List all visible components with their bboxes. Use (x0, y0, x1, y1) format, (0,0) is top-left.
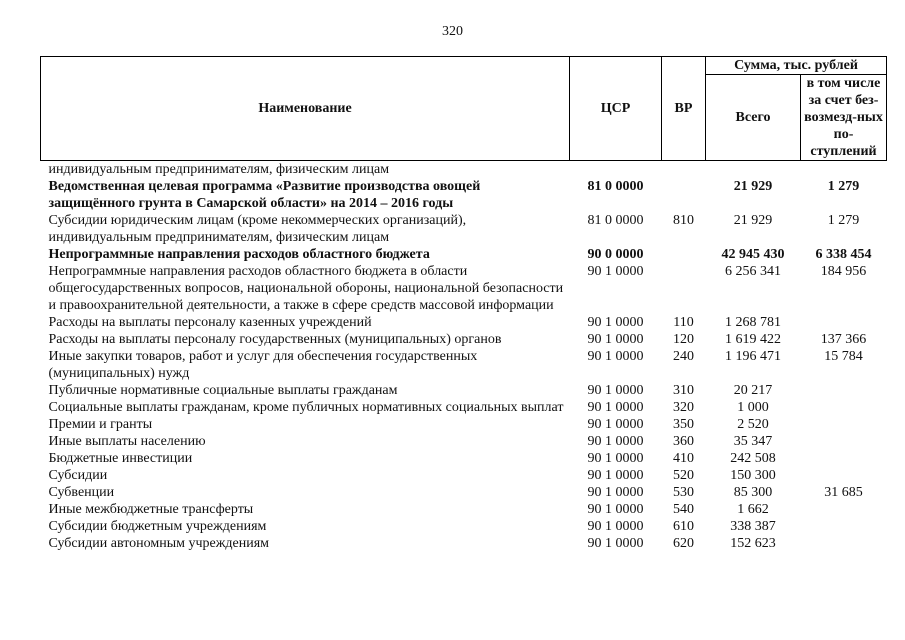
row-total (706, 161, 801, 179)
row-total: 35 347 (733, 434, 773, 449)
header-name: Наименование (41, 57, 570, 161)
table-row (41, 212, 887, 246)
row-vr: 620 (673, 536, 694, 551)
row-csr: 90 1 0000 (587, 536, 644, 551)
table-header (41, 57, 887, 161)
row-name: Расходы на выплаты персоналу государственных (муниципальных) органов (48, 332, 502, 347)
row-vr: 530 (673, 485, 694, 500)
row-total: 1 268 781 (725, 315, 781, 330)
row-csr: 90 1 0000 (587, 417, 644, 432)
table-row (41, 399, 887, 416)
row-total: 85 300 (733, 485, 773, 500)
row-csr: 90 1 0000 (587, 383, 644, 398)
row-csr: 90 1 0000 (587, 349, 644, 364)
row-vr: 310 (673, 383, 694, 398)
header-csr: ЦСР (570, 57, 662, 161)
row-vr: 320 (673, 400, 694, 415)
row-name: Иные выплаты населению (48, 434, 206, 449)
table-row (41, 518, 887, 535)
header-total: Всего (706, 75, 801, 161)
row-vr: 540 (673, 502, 694, 517)
row-vr (662, 161, 706, 179)
row-csr: 90 1 0000 (587, 332, 644, 347)
table-row (41, 331, 887, 348)
row-name: Субсидии автономным учреждениям (48, 536, 270, 551)
table-row (41, 535, 887, 552)
row-vr: 120 (673, 332, 694, 347)
row-vr: 350 (673, 417, 694, 432)
row-total: 1 000 (737, 400, 769, 415)
row-gratuitous (801, 501, 887, 518)
row-gratuitous (801, 467, 887, 484)
row-name: Социальные выплаты гражданам, кроме публичных нормативных социальных выплат (48, 400, 564, 415)
row-csr: 90 0 0000 (587, 247, 644, 262)
row-vr: 410 (673, 451, 694, 466)
row-name: Ведомственная целевая программа «Развитие производства овощей защищённого грунта в Самарской области» на 2014 – 2016 годы (48, 179, 481, 211)
row-total: 6 256 341 (725, 264, 781, 279)
row-csr (570, 161, 662, 179)
table-body (41, 161, 887, 553)
row-gratuitous (801, 161, 887, 179)
table-row (41, 314, 887, 331)
row-name: Премии и гранты (48, 417, 153, 432)
row-total: 1 196 471 (725, 349, 781, 364)
budget-table (40, 56, 887, 552)
table-row (41, 246, 887, 263)
row-name: Субвенции (48, 485, 115, 500)
row-gratuitous (801, 399, 887, 416)
row-total: 1 619 422 (725, 332, 781, 347)
row-vr (662, 178, 706, 212)
row-vr: 810 (673, 213, 694, 228)
row-name: Иные закупки товаров, работ и услуг для обеспечения государственных (муниципальных) нужд (48, 349, 478, 381)
row-total: 242 508 (730, 451, 776, 466)
row-name: Непрограммные направления расходов областного бюджета (48, 247, 430, 262)
row-gratuitous: 1 279 (827, 213, 860, 228)
row-vr: 110 (673, 315, 694, 330)
row-gratuitous (801, 382, 887, 399)
row-gratuitous (801, 535, 887, 552)
row-gratuitous: 137 366 (820, 332, 867, 347)
row-gratuitous (801, 450, 887, 467)
row-vr: 610 (673, 519, 694, 534)
row-csr: 90 1 0000 (587, 485, 644, 500)
table-row (41, 263, 887, 314)
table-row (41, 467, 887, 484)
table-row (41, 382, 887, 399)
row-total: 152 623 (730, 536, 776, 551)
row-csr: 90 1 0000 (587, 519, 644, 534)
row-csr: 90 1 0000 (587, 315, 644, 330)
row-gratuitous: 1 279 (827, 179, 860, 194)
row-total: 21 929 (733, 179, 773, 194)
row-gratuitous (801, 433, 887, 450)
row-gratuitous: 184 956 (820, 264, 867, 279)
row-name: Субсидии бюджетным учреждениям (48, 519, 267, 534)
row-csr: 90 1 0000 (587, 451, 644, 466)
row-gratuitous (801, 416, 887, 433)
row-name: индивидуальным предпринимателям, физическим лицам (48, 162, 390, 177)
row-vr: 520 (673, 468, 694, 483)
row-vr: 360 (673, 434, 694, 449)
table-row (41, 501, 887, 518)
row-name: Публичные нормативные социальные выплаты гражданам (48, 383, 398, 398)
row-gratuitous: 6 338 454 (815, 247, 872, 262)
row-total: 2 520 (737, 417, 769, 432)
row-gratuitous (801, 518, 887, 535)
table-row (41, 450, 887, 467)
row-csr: 90 1 0000 (587, 434, 644, 449)
row-vr (662, 246, 706, 263)
row-gratuitous: 15 784 (824, 349, 863, 364)
row-name: Иные межбюджетные трансферты (48, 502, 254, 517)
row-total: 150 300 (730, 468, 776, 483)
row-csr: 90 1 0000 (587, 400, 644, 415)
row-gratuitous (801, 314, 887, 331)
table-row (41, 178, 887, 212)
row-name: Расходы на выплаты персоналу казенных учреждений (48, 315, 372, 330)
row-total: 21 929 (733, 213, 773, 228)
page-number: 320 (442, 24, 463, 39)
header-gratuitous: в том числе за счет без-возмезд-ных по-ступлений (801, 75, 887, 161)
row-name: Непрограммные направления расходов областного бюджета в области общегосударственных вопросов, национальной обороны, национальной безопасности и правоохранительной деятельности, а также в сфере средств массовой информации (48, 264, 564, 313)
row-name: Субсидии юридическим лицам (кроме некоммерческих организаций), индивидуальным предпринимателям, физическим лицам (48, 213, 467, 245)
table-row (41, 484, 887, 501)
row-csr: 81 0 0000 (587, 179, 644, 194)
row-total: 42 945 430 (721, 247, 785, 262)
table-row (41, 416, 887, 433)
row-name: Субсидии (48, 468, 108, 483)
table-row (41, 433, 887, 450)
row-total: 1 662 (737, 502, 769, 517)
header-sum: Сумма, тыс. рублей (706, 57, 887, 75)
row-gratuitous: 31 685 (824, 485, 863, 500)
row-total: 20 217 (733, 383, 773, 398)
row-csr: 90 1 0000 (587, 264, 644, 279)
row-csr: 90 1 0000 (587, 468, 644, 483)
row-csr: 81 0 0000 (587, 213, 644, 228)
row-csr: 90 1 0000 (587, 502, 644, 517)
row-vr (662, 263, 706, 314)
table-row (41, 348, 887, 382)
header-vr: ВР (662, 57, 706, 161)
row-vr: 240 (673, 349, 694, 364)
row-name: Бюджетные инвестиции (48, 451, 193, 466)
table-row (41, 161, 887, 179)
row-total: 338 387 (730, 519, 776, 534)
